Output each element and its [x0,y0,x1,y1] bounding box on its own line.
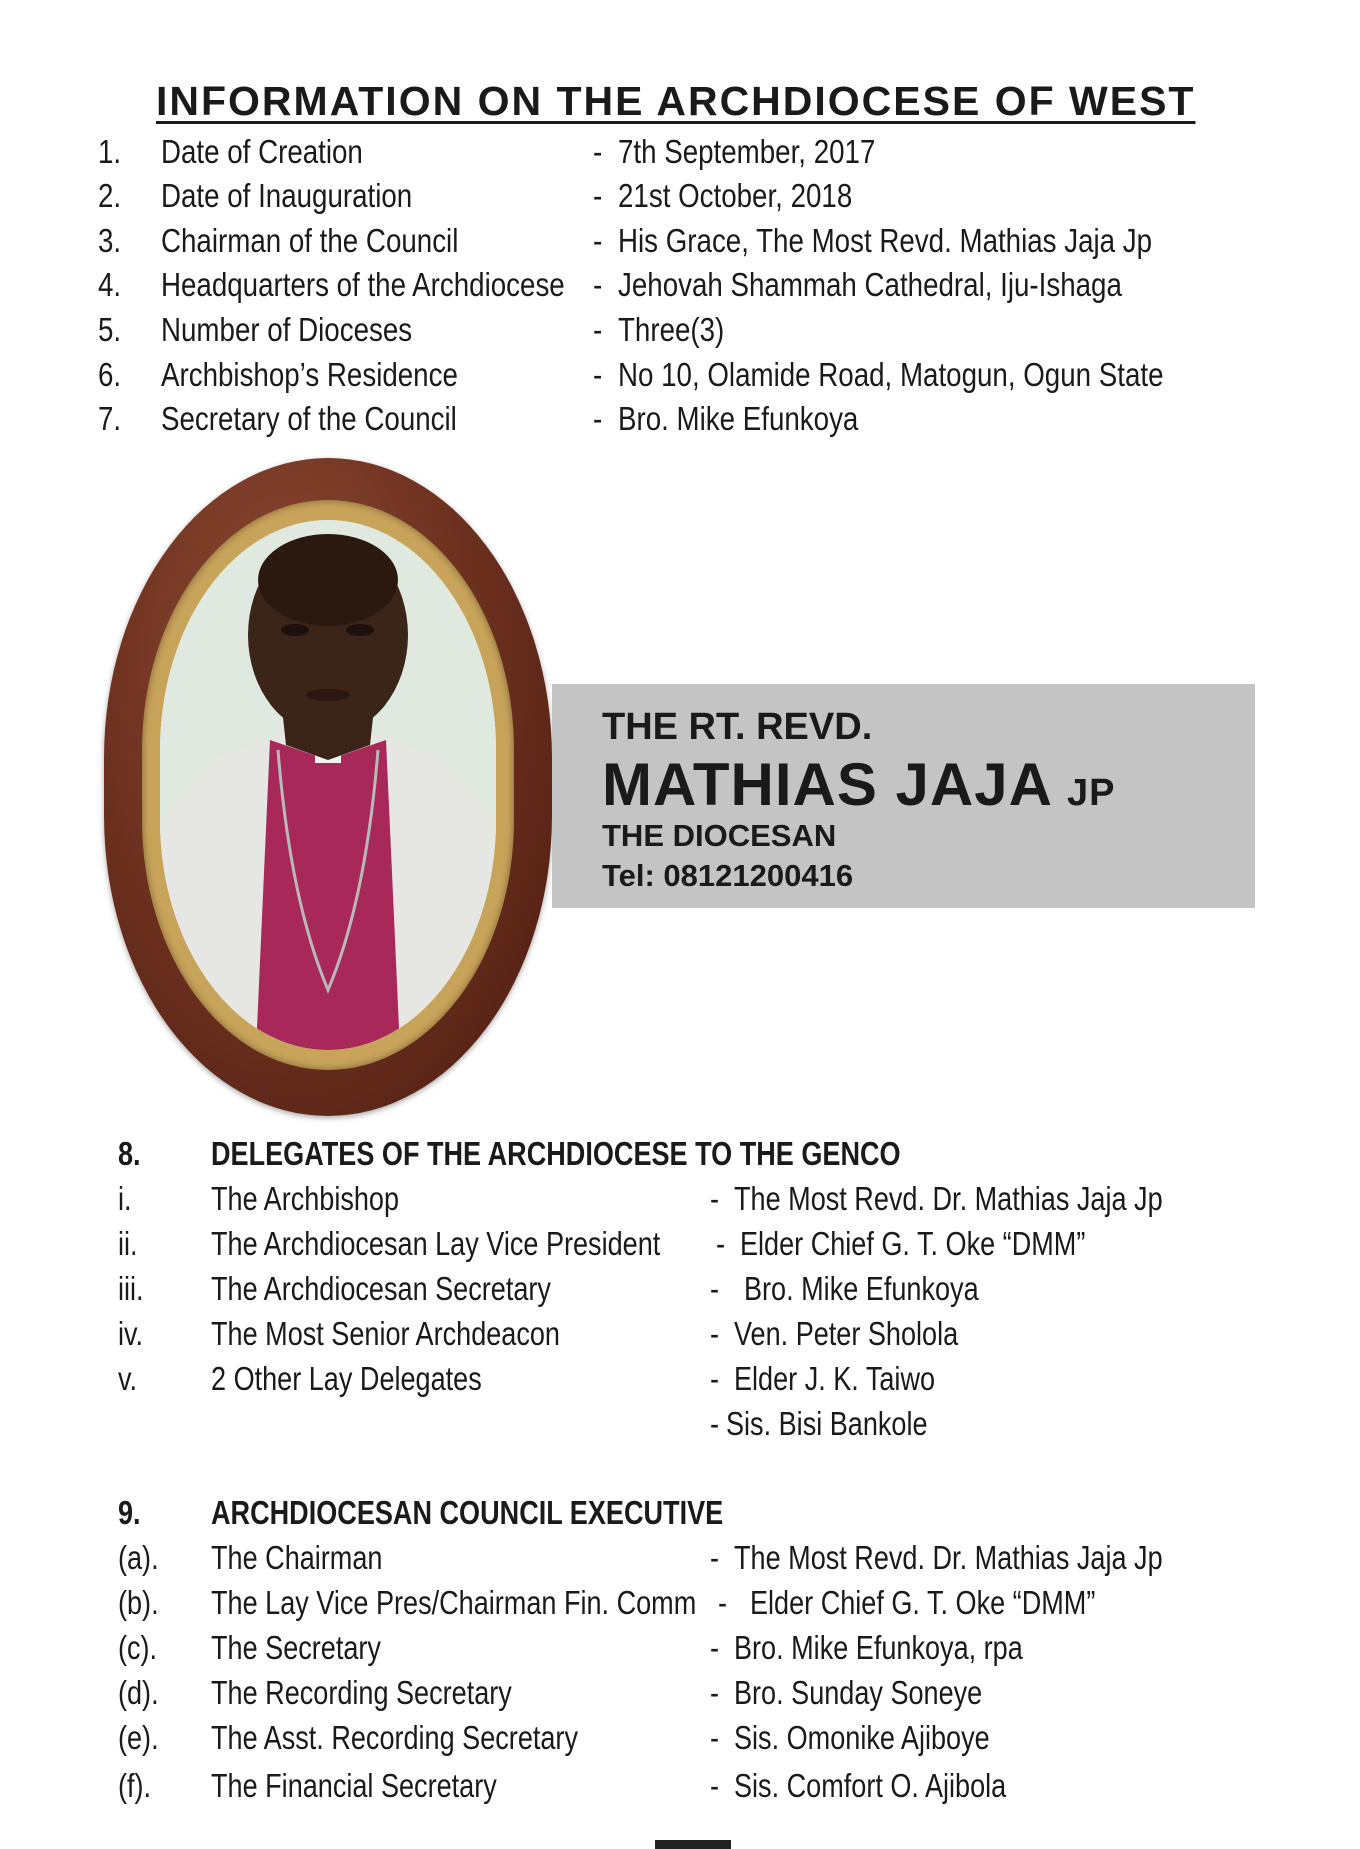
row-number: ii. [118,1225,138,1262]
row-dash: - [710,1405,720,1442]
row-number: (a). [118,1539,159,1576]
row-value: Sis. Omonike Ajiboye [734,1719,990,1756]
executive-heading-row [0,1494,1360,1538]
info-row [0,311,1360,355]
row-label: The Secretary [211,1629,381,1666]
row-dash: - [710,1315,720,1352]
info-dash: - [593,356,603,393]
info-number: 5. [98,311,122,348]
info-label: Secretary of the Council [161,400,457,437]
row-label: The Recording Secretary [211,1674,512,1711]
row-dash: - [710,1767,720,1804]
row-value: The Most Revd. Dr. Mathias Jaja Jp [734,1180,1163,1217]
delegate-row [0,1360,1360,1404]
info-label: Chairman of the Council [161,222,459,259]
row-dash: - [710,1674,720,1711]
row-value: Bro. Mike Efunkoya [744,1270,979,1307]
row-number: (f). [118,1767,152,1804]
executive-row [0,1584,1360,1628]
info-row [0,133,1360,177]
name-role: THE DIOCESAN [602,818,837,853]
row-label: 2 Other Lay Delegates [211,1360,482,1397]
info-label: Headquarters of the Archdiocese [161,266,565,303]
info-dash: - [593,400,603,437]
delegates-heading-row [0,1135,1360,1179]
info-value: His Grace, The Most Revd. Mathias Jaja Jp [618,222,1153,259]
portrait-figure [160,520,496,1050]
row-value: Ven. Peter Sholola [734,1315,959,1352]
row-label: The Lay Vice Pres/Chairman Fin. Comm [211,1584,697,1621]
section-number: 9. [118,1494,141,1531]
executive-row [0,1674,1360,1718]
name-suffix: JP [1066,772,1116,814]
row-label: The Archbishop [211,1180,400,1217]
executive-row [0,1719,1360,1763]
info-label: Archbishop’s Residence [161,356,458,393]
row-dash: - [710,1539,720,1576]
section-heading: ARCHDIOCESAN COUNCIL EXECUTIVE [211,1494,724,1531]
row-dash: - [710,1629,720,1666]
info-dash: - [593,311,603,348]
info-dash: - [593,266,603,303]
portrait-photo [160,520,496,1050]
row-label: The Archdiocesan Lay Vice President [211,1225,661,1262]
name-main [602,750,1115,819]
info-row [0,266,1360,310]
executive-row [0,1539,1360,1583]
row-value: Bro. Sunday Soneye [734,1674,983,1711]
delegate-row [0,1270,1360,1314]
info-number: 7. [98,400,122,437]
info-value: Bro. Mike Efunkoya [618,400,859,437]
delegate-row [0,1225,1360,1269]
row-value: The Most Revd. Dr. Mathias Jaja Jp [734,1539,1163,1576]
info-label: Number of Dioceses [161,311,413,348]
row-value: Elder Chief G. T. Oke “DMM” [750,1584,1096,1621]
info-dash: - [593,222,603,259]
row-dash: - [710,1180,720,1217]
info-dash: - [593,133,603,170]
row-number: (e). [118,1719,159,1756]
row-dash: - [718,1584,728,1621]
row-label: The Asst. Recording Secretary [211,1719,578,1756]
row-value: Elder Chief G. T. Oke “DMM” [740,1225,1086,1262]
row-label: The Chairman [211,1539,383,1576]
info-label: Date of Inauguration [161,177,413,214]
page-footer-mark [655,1840,731,1849]
info-value: 7th September, 2017 [618,133,876,170]
info-number: 2. [98,177,122,214]
info-dash: - [593,177,603,214]
info-value: No 10, Olamide Road, Matogun, Ogun State [618,356,1164,393]
row-label: The Archdiocesan Secretary [211,1270,551,1307]
row-dash: - [710,1719,720,1756]
info-number: 4. [98,266,122,303]
info-number: 6. [98,356,122,393]
row-number: (b). [118,1584,159,1621]
row-label: The Financial Secretary [211,1767,497,1804]
section-number: 8. [118,1135,141,1172]
delegate-row [0,1180,1360,1224]
name-tel: Tel: 08121200416 [602,858,854,893]
row-number: (d). [118,1674,159,1711]
info-value: Jehovah Shammah Cathedral, Iju-Ishaga [618,266,1122,303]
section-heading: DELEGATES OF THE ARCHDIOCESE TO THE GENCO [211,1135,901,1172]
row-number: iii. [118,1270,144,1307]
info-row [0,177,1360,221]
row-number: v. [118,1360,138,1397]
name-prefix: THE RT. REVD. [602,706,873,748]
row-value: Sis. Bisi Bankole [726,1405,928,1442]
row-value: Sis. Comfort O. Ajibola [734,1767,1007,1804]
info-row [0,400,1360,444]
info-label: Date of Creation [161,133,363,170]
row-number: iv. [118,1315,144,1352]
delegate-row [0,1405,1360,1449]
row-dash: - [710,1360,720,1397]
row-dash: - [716,1225,726,1262]
info-value: 21st October, 2018 [618,177,853,214]
info-row [0,356,1360,400]
row-value: Bro. Mike Efunkoya, rpa [734,1629,1023,1666]
executive-row [0,1629,1360,1673]
info-number: 1. [98,133,122,170]
info-number: 3. [98,222,122,259]
delegate-row [0,1315,1360,1359]
info-row [0,222,1360,266]
name-text: MATHIAS JAJA [602,751,1053,818]
executive-row [0,1767,1360,1811]
row-dash: - [710,1270,720,1307]
info-value: Three(3) [618,311,725,348]
row-number: (c). [118,1629,158,1666]
row-value: Elder J. K. Taiwo [734,1360,936,1397]
page-title: INFORMATION ON THE ARCHDIOCESE OF WEST [156,78,1196,124]
row-number: i. [118,1180,132,1217]
row-label: The Most Senior Archdeacon [211,1315,560,1352]
